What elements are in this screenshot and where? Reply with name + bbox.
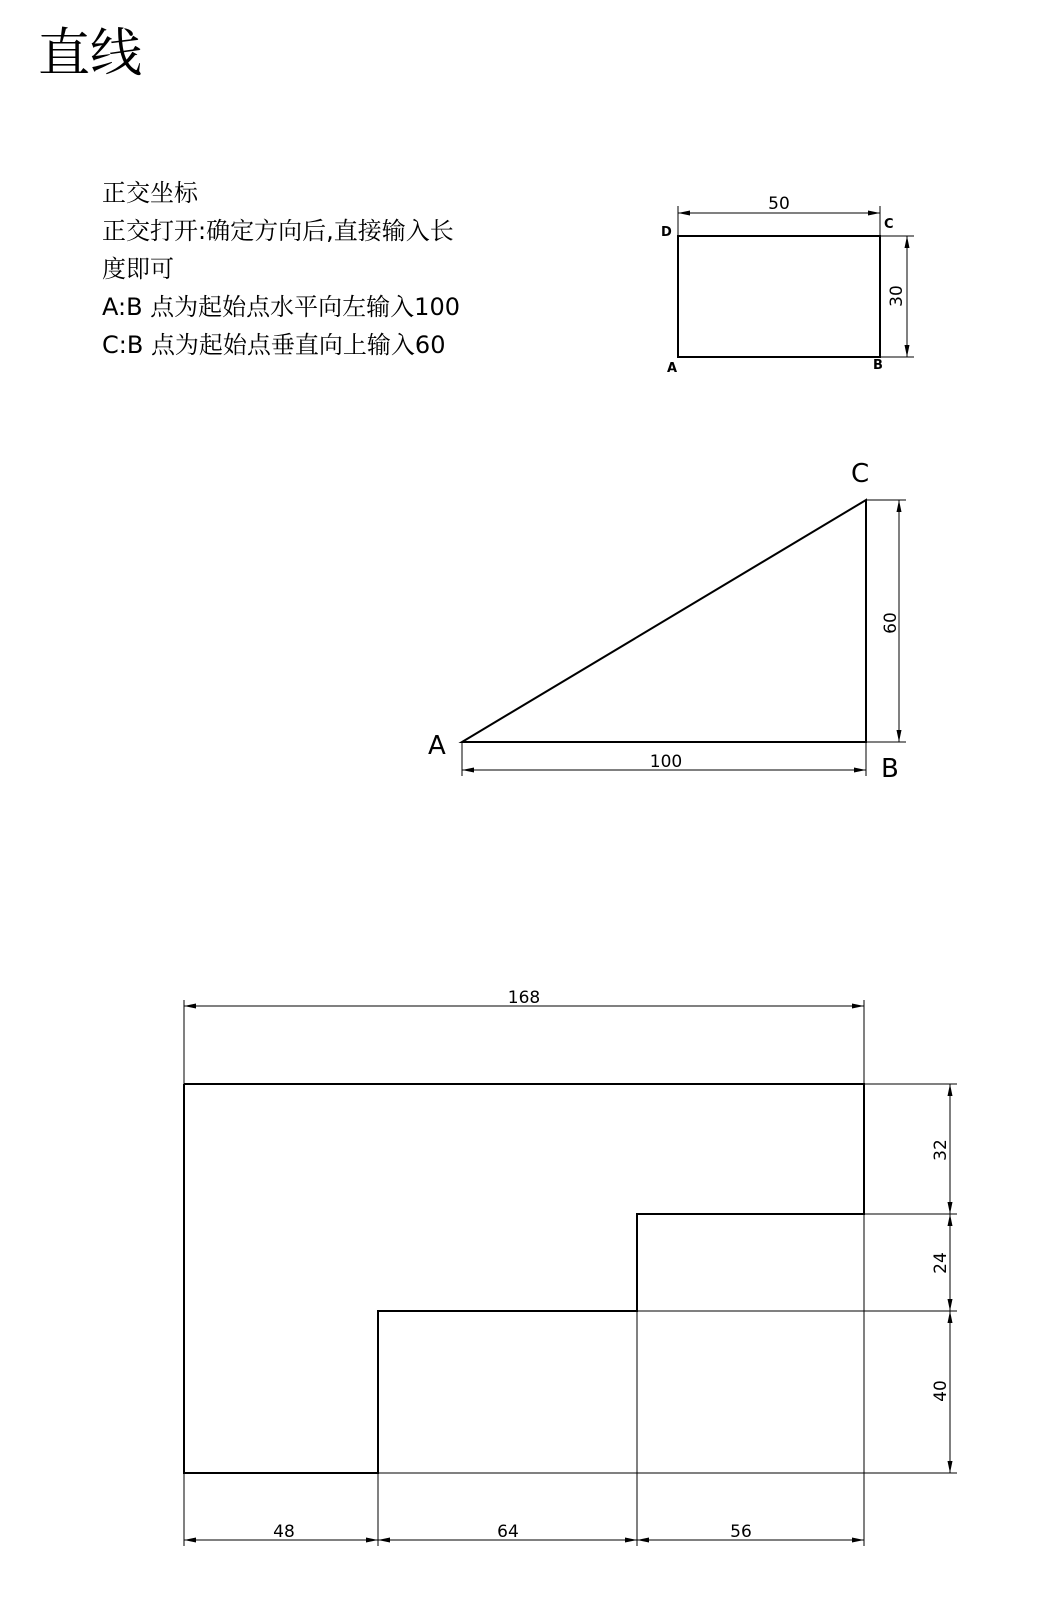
dim-label-width: 50 [768, 194, 790, 214]
dim-label-height: 30 [887, 285, 907, 307]
dim-label-right-2: 24 [931, 1252, 951, 1274]
point-label-c: C [851, 459, 870, 489]
dim-label-right-1: 32 [931, 1139, 951, 1161]
note-line: C:B 点为起始点垂直向上输入60 [102, 331, 446, 359]
stepped-shape [184, 1084, 864, 1473]
point-label-a: A [428, 731, 446, 761]
rectangle-shape [678, 236, 880, 357]
rectangle-figure [661, 194, 914, 376]
triangle-figure [428, 459, 906, 784]
note-line: 正交打开:确定方向后,直接输入长 [102, 217, 454, 245]
point-label-b: B [873, 358, 883, 373]
dim-label-total-width: 168 [507, 988, 541, 1008]
dim-label-base: 100 [649, 752, 683, 772]
point-label-c: C [884, 217, 894, 232]
point-label-a: A [667, 361, 678, 376]
note-line: 正交坐标 [102, 179, 198, 207]
dim-label-bottom-3: 56 [730, 1522, 752, 1542]
page-title: 直线 [38, 24, 143, 84]
stepped-figure [184, 988, 957, 1546]
dim-label-bottom-2: 64 [497, 1522, 519, 1542]
dim-label-bottom-1: 48 [273, 1522, 295, 1542]
triangle-shape [462, 500, 866, 742]
note-line: 度即可 [102, 255, 174, 283]
dim-label-right-3: 40 [931, 1380, 951, 1402]
point-label-b: B [881, 754, 899, 784]
point-label-d: D [661, 225, 672, 240]
dim-label-height: 60 [881, 612, 901, 634]
note-line: A:B 点为起始点水平向左输入100 [102, 293, 460, 321]
